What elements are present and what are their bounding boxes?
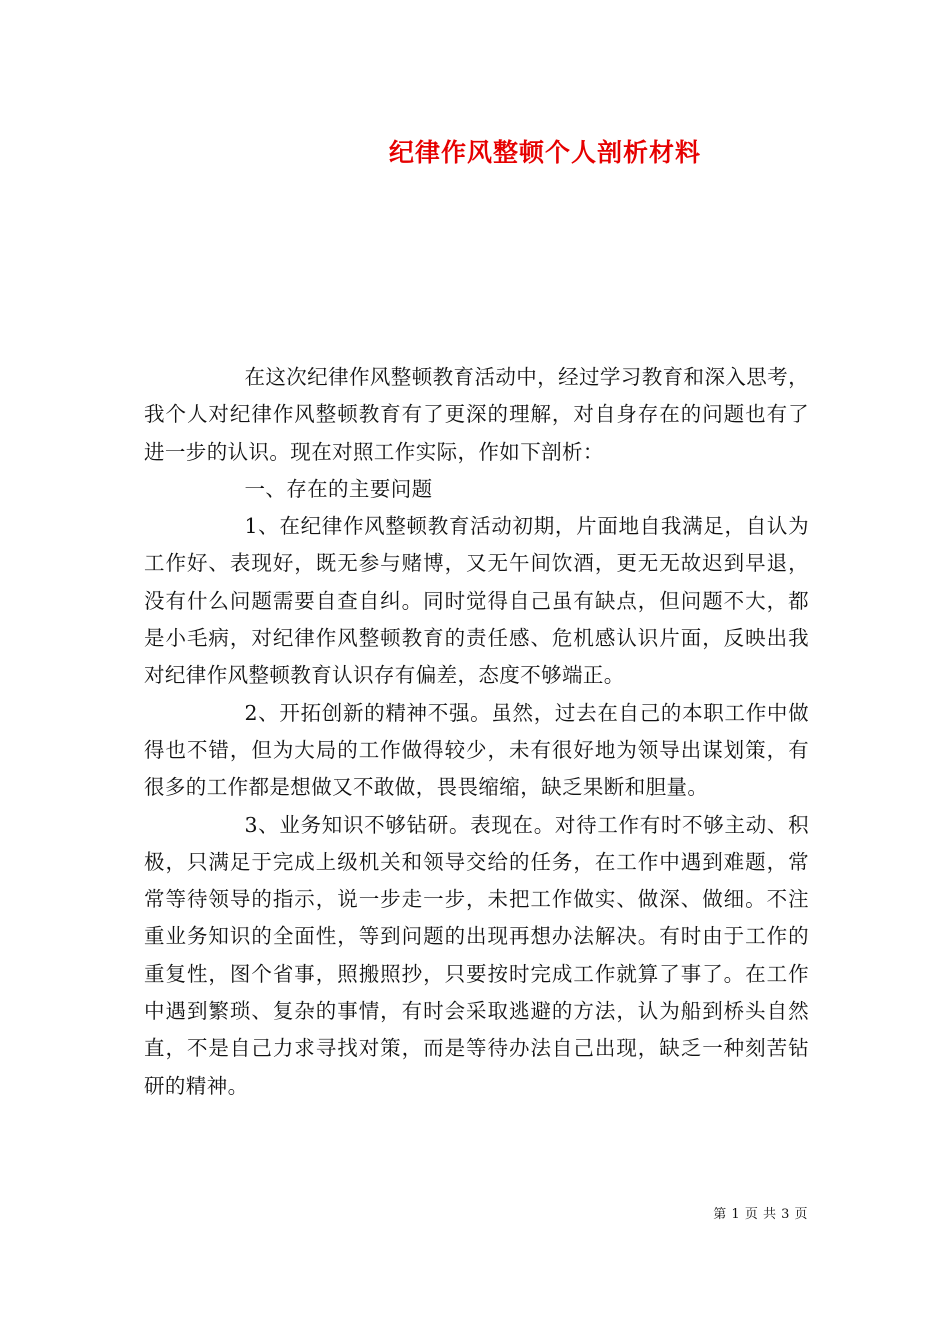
document-body [144, 359, 809, 1105]
intro-paragraph: 在这次纪律作风整顿教育活动中，经过学习教育和深入思考，我个人对纪律作风整顿教育有了更深的理解，对自身存在的问题也有了进一步的认识。现在对照工作实际，作如下剖析： [144, 365, 809, 464]
problem-paragraph-3: 3、业务知识不够钻研。表现在。对待工作有时不够主动、积极，只满足于完成上级机关和领导交给的任务，在工作中遇到难题，常常等待领导的指示，说一步走一步，未把工作做实、做深、做细。不注重业务知识的全面性，等到问题的出现再想办法解决。有时由于工作的重复性，图个省事，照搬照抄，只要按时完成工作就算了事了。在工作中遇到繁琐、复杂的事情，有时会采取逃避的方法，认为船到桥头自然直，不是自己力求寻找对策，而是等待办法自己出现，缺乏一种刻苦钻研的精神。 [144, 812, 809, 1098]
problem-paragraph-2: 2、开拓创新的精神不强。虽然，过去在自己的本职工作中做得也不错，但为大局的工作做得较少，未有很好地为领导出谋划策，有很多的工作都是想做又不敢做，畏畏缩缩，缺乏果断和胆量。 [144, 700, 809, 800]
page-number-footer: 第 1 页 共 3 页 [713, 1207, 808, 1222]
document-title: 纪律作风整顿个人剖析材料 [388, 138, 701, 167]
problem-paragraph-1: 1、在纪律作风整顿教育活动初期，片面地自我满足，自认为工作好、表现好，既无参与赌博，又无午间饮酒，更无无故迟到早退，没有什么问题需要自查自纠。同时觉得自己虽有缺点，但问题不大，都是小毛病，对纪律作风整顿教育的责任感、危机感认识片面，反映出我对纪律作风整顿教育认识存有偏差，态度不够端正。 [144, 514, 809, 688]
section-heading: 一、存在的主要问题 [244, 476, 433, 501]
